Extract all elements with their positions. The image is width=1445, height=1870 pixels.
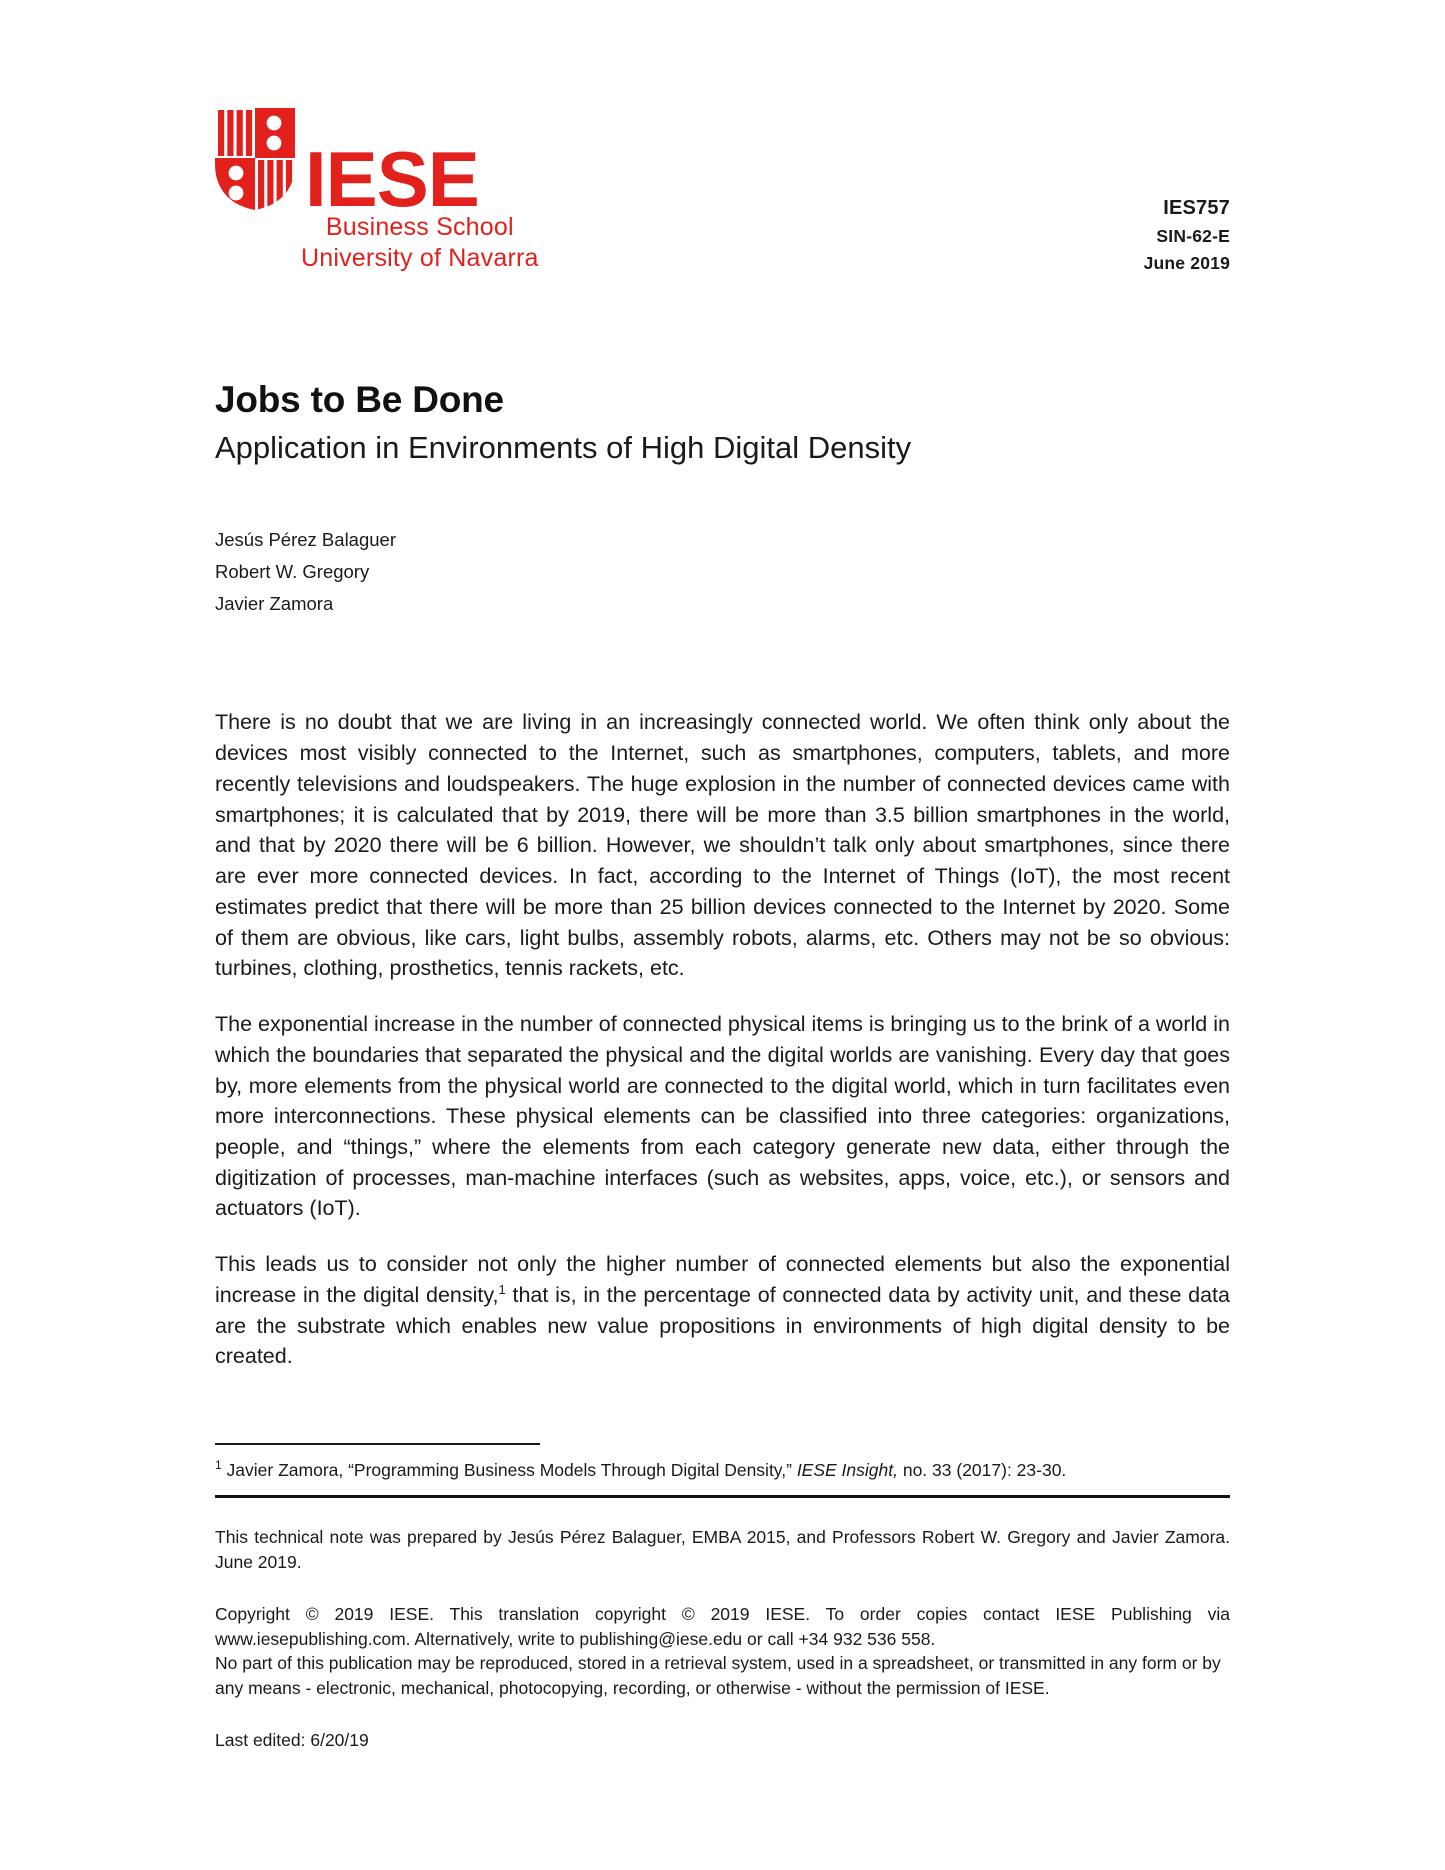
body-paragraph: The exponential increase in the number of connected physical items is bringing us to the brink of a world in which the boundaries that separated the physical and the digital worlds are vanishing. Every day that goes by, more elements from the physical world are connected to the digital world, which in turn facilitates even more interconnections. These physical elements can be classified into three categories: organizations, people, and “things,” where the elements from each category generate new data, either through the digitization of processes, man-machine interfaces (such as websites, apps, voice, etc.), or sensors and actuators (IoT). <box>215 1012 1230 1221</box>
logo-subtitle-line1: Business School <box>325 213 514 241</box>
document-ref: SIN-62-E <box>1156 226 1230 246</box>
footnote-separator-rule <box>215 1443 540 1445</box>
logo-subtitle-line2: University of Navarra <box>301 243 539 272</box>
last-edited-date: Last edited: 6/20/19 <box>215 1730 369 1751</box>
footnote-marker: 1 <box>215 1458 222 1473</box>
document-reference-block <box>1144 108 1230 277</box>
body-paragraph-text: that is, in the percentage of connected data by activity unit, and these data are the substrate which enables new value propositions in environments of high digital density to be created. <box>215 1282 1230 1369</box>
author-name: Javier Zamora <box>215 592 334 614</box>
page-subtitle: Application in Environments of High Digital Density <box>215 429 912 465</box>
prepared-by-note: This technical note was prepared by Jesús Pérez Balaguer, EMBA 2015, and Professors Robert W. Gregory and Javier Zamora. June 2019. <box>215 1527 1230 1572</box>
body-content <box>215 707 1230 1372</box>
logo-subtitle <box>301 212 539 273</box>
document-code: IES757 <box>1163 197 1230 219</box>
footnote-reference-marker[interactable]: 1 <box>498 1281 506 1297</box>
author-name: Jesús Pérez Balaguer <box>215 528 396 550</box>
body-paragraph: There is no doubt that we are living in an increasingly connected world. We often think only about the devices most visibly connected to the Internet, such as smartphones, computers, tablets, and more recently televisions and loudspeakers. The huge explosion in the number of connected devices came with smartphones; it is calculated that by 2019, there will be more than 3.5 billion smartphones in the world, and that by 2020 there will be 6 billion. However, we shouldn’t talk only about smartphones, since there are ever more connected devices. In fact, according to the Internet of Things (IoT), the most recent estimates predict that there will be more than 25 billion devices connected to the Internet by 2020. Some of them are obvious, like cars, light bulbs, assembly robots, alarms, etc. Others may not be so obvious: turbines, clothing, prosthetics, tennis rackets, etc. <box>215 710 1230 981</box>
footer-divider-rule <box>215 1495 1230 1498</box>
footnote-area <box>215 1443 1230 1498</box>
iese-logo <box>215 108 539 273</box>
body-paragraph-text: This leads us to consider not only the higher number of connected elements but also the exponential increase in the digital density, <box>215 1252 1230 1307</box>
document-header <box>215 0 1230 277</box>
footnote-text-after: no. 33 (2017): 23-30. <box>897 1460 1067 1480</box>
page-title: Jobs to Be Done <box>215 379 504 421</box>
copyright-notice: Copyright © 2019 IESE. This translation copyright © 2019 IESE. To order copies contact IESE Publishing via www.iesepublishing.com. Alternatively, write to publishing@iese.edu or call +34 932 536 558. <box>215 1603 1230 1649</box>
author-name: Robert W. Gregory <box>215 560 370 582</box>
footnote-text-before: Javier Zamora, “Programming Business Models Through Digital Density,” <box>221 1460 797 1480</box>
logo-top-row <box>215 108 479 224</box>
footnote-text <box>215 1459 1230 1483</box>
title-block <box>215 379 1230 466</box>
document-date: June 2019 <box>1143 253 1230 274</box>
reproduction-notice: No part of this publication may be reproduced, stored in a retrieval system, used in a spreadsheet, or transmitted in any form or by any means - electronic, mechanical, photocopying, recording, or otherwise - without the permission of IESE. <box>215 1653 1221 1699</box>
iese-shield-icon <box>215 108 295 210</box>
logo-wordmark: IESE <box>305 135 479 224</box>
body-paragraph <box>215 1249 1230 1372</box>
legal-footer <box>215 1525 1230 1753</box>
footnote-publication-title: IESE Insight, <box>796 1460 898 1480</box>
author-list <box>215 524 1230 619</box>
